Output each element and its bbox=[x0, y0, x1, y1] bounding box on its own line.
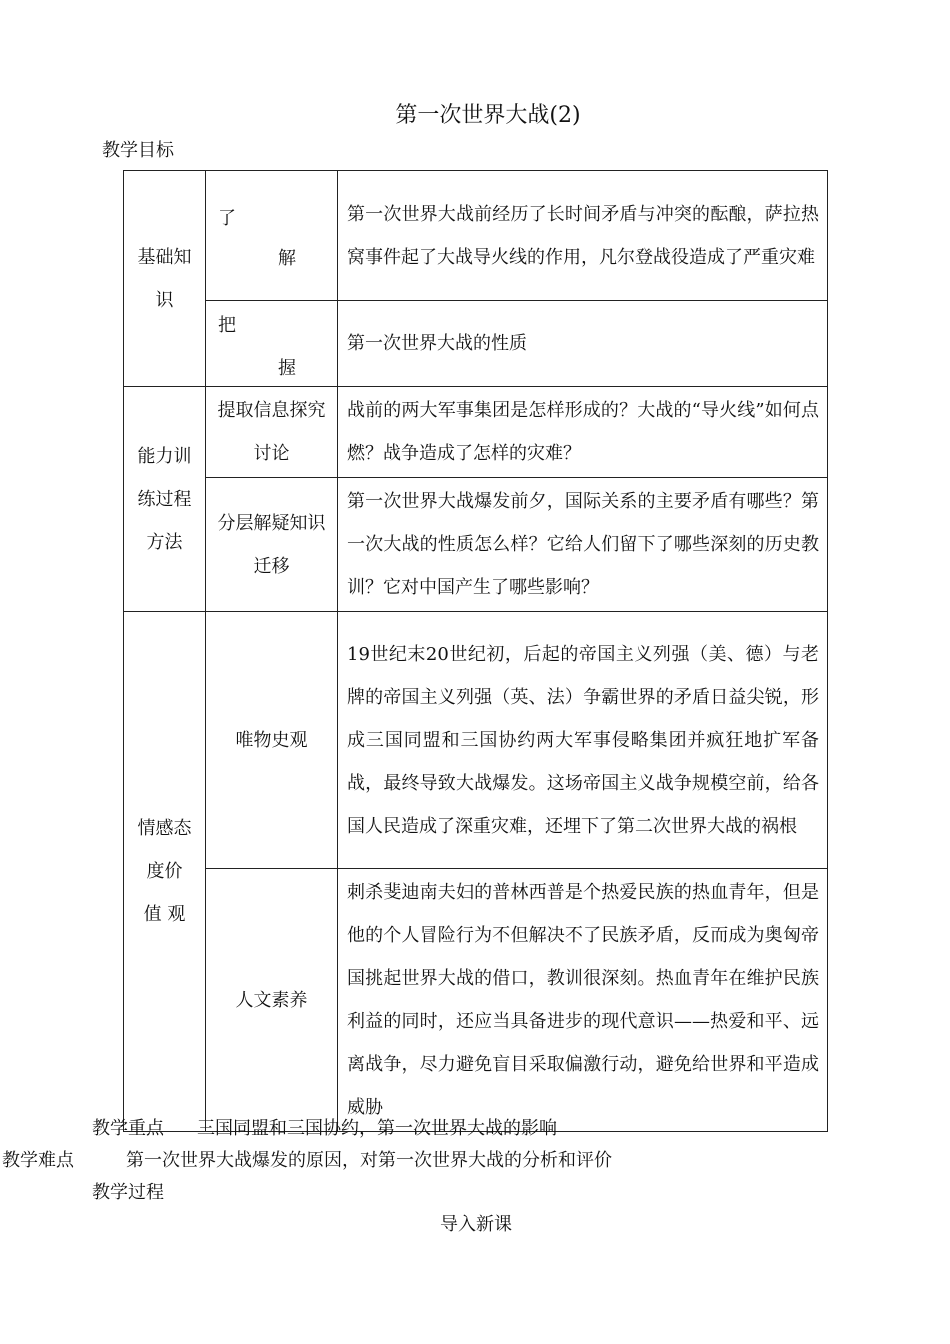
category-basic-knowledge bbox=[124, 171, 206, 387]
subcategory-text: 握 bbox=[278, 358, 296, 379]
objectives-label: 教学目标 bbox=[102, 140, 174, 161]
subcategory-transfer bbox=[206, 478, 338, 612]
category-text: 情感态 bbox=[137, 818, 192, 839]
category-text: 识 bbox=[155, 289, 174, 311]
category-text: 基础知 bbox=[137, 246, 192, 268]
table-row bbox=[124, 301, 828, 387]
subcategory-understand bbox=[206, 171, 338, 301]
table-row bbox=[124, 869, 828, 1132]
content-cell: 第一次世界大战的性质 bbox=[338, 301, 828, 387]
category-text: 能力训 bbox=[137, 445, 192, 467]
subcategory-text: 分层解疑知识 bbox=[217, 512, 326, 534]
process-label: 教学过程 bbox=[92, 1182, 164, 1203]
content-cell: 刺杀斐迪南夫妇的普林西普是个热爱民族的热血青年，但是他的个人冒险行为不但解决不了民族矛盾，反而成为奥匈帝国挑起世界大战的借口，教训很深刻。热血青年在维护民族利益的同时，还应当具备进步的现代意识——热爱和平、远离战争，尽力避免盲目采取偏激行动，避免给世界和平造成威胁 bbox=[338, 869, 828, 1132]
category-text: 方法 bbox=[146, 531, 183, 553]
subcategory-text: 迁移 bbox=[253, 555, 290, 577]
subcategory-text: 把 bbox=[218, 315, 236, 336]
category-emotion-values bbox=[124, 612, 206, 1132]
subcategory-master bbox=[206, 301, 338, 387]
table-row bbox=[124, 612, 828, 869]
subcategory-text: 讨论 bbox=[253, 443, 290, 464]
table-row bbox=[124, 171, 828, 301]
intro-label: 导入新课 bbox=[440, 1214, 512, 1235]
category-text: 值 观 bbox=[143, 904, 186, 925]
category-ability bbox=[124, 387, 206, 612]
difficulties-label: 教学难点 bbox=[2, 1150, 74, 1171]
subcategory-text: 了 bbox=[218, 208, 236, 229]
content-cell: 战前的两大军事集团是怎样形成的？大战的“导火线”如何点燃？战争造成了怎样的灾难？ bbox=[338, 387, 828, 478]
objectives-table bbox=[123, 170, 828, 1132]
key-points-text: 三国同盟和三国协约，第一次世界大战的影响 bbox=[197, 1118, 557, 1139]
subcategory-humanities: 人文素养 bbox=[206, 869, 338, 1132]
category-text: 度价 bbox=[146, 861, 183, 882]
subcategory-text: 提取信息探究 bbox=[217, 400, 326, 421]
content-cell: 第一次世界大战前经历了长时间矛盾与冲突的酝酿，萨拉热窝事件起了大战导火线的作用，凡尔登战役造成了严重灾难 bbox=[338, 171, 828, 301]
page-title: 第一次世界大战(2) bbox=[395, 103, 581, 128]
category-text: 练过程 bbox=[137, 488, 192, 510]
content-cell: 第一次世界大战爆发前夕，国际关系的主要矛盾有哪些？第一次大战的性质怎么样？它给人们留下了哪些深刻的历史教训？它对中国产生了哪些影响？ bbox=[338, 478, 828, 612]
difficulties-text: 第一次世界大战爆发的原因，对第一次世界大战的分析和评价 bbox=[126, 1150, 612, 1171]
subcategory-inquiry bbox=[206, 387, 338, 478]
table-row bbox=[124, 478, 828, 612]
subcategory-historical-materialism: 唯物史观 bbox=[206, 612, 338, 869]
table-row bbox=[124, 387, 828, 478]
content-cell: 19世纪末20世纪初，后起的帝国主义列强（美、德）与老牌的帝国主义列强（英、法）争霸世界的矛盾日益尖锐，形成三国同盟和三国协约两大军事侵略集团并疯狂地扩军备战，最终导致大战爆发。这场帝国主义战争规模空前，给各国人民造成了深重灾难，还埋下了第二次世界大战的祸根 bbox=[338, 612, 828, 869]
subcategory-text: 解 bbox=[278, 248, 296, 269]
key-points-label: 教学重点 bbox=[92, 1118, 164, 1139]
